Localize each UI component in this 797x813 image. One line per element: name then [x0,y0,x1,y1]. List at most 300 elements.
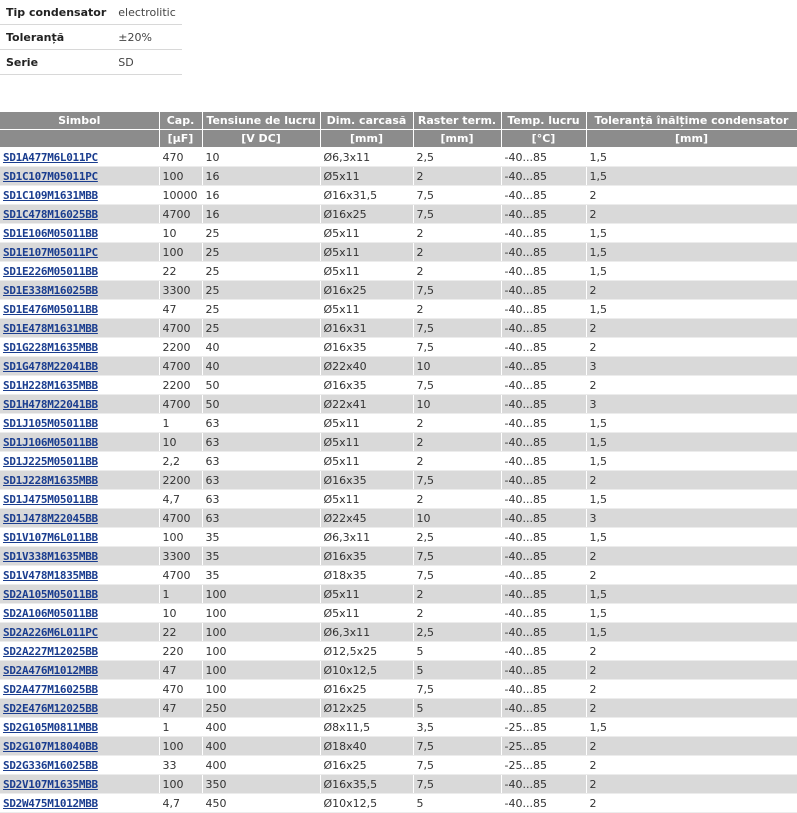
table-row [0,262,797,281]
cell-symbol [0,661,159,680]
table-cell: 35 [202,566,320,585]
column-header: Raster term. [413,112,501,130]
product-link[interactable]: SD1V338M1635MBB [3,549,98,563]
cell-symbol [0,319,159,338]
table-cell: 400 [202,756,320,775]
table-cell: -40...85 [501,623,586,642]
cell-symbol [0,718,159,737]
property-value: electrolitic [112,0,182,25]
table-cell: 2 [586,642,797,661]
table-cell: -40...85 [501,414,586,433]
table-cell: 100 [202,585,320,604]
table-cell: Ø5x11 [320,604,413,623]
product-table [0,112,797,813]
product-link[interactable]: SD2V107M1635MBB [3,777,98,791]
table-row [0,224,797,243]
table-cell: 2 [586,281,797,300]
table-cell: 63 [202,452,320,471]
table-cell: 10 [413,357,501,376]
product-link[interactable]: SD1E107M05011PC [3,245,98,259]
table-cell: Ø5x11 [320,452,413,471]
table-cell: 2 [586,794,797,813]
table-cell: 5 [413,699,501,718]
table-cell: 2 [413,167,501,186]
table-cell: 63 [202,471,320,490]
table-cell: 2 [413,262,501,281]
table-cell: 2 [413,585,501,604]
table-row [0,756,797,775]
table-row [0,737,797,756]
table-cell: 35 [202,547,320,566]
table-cell: Ø5x11 [320,414,413,433]
product-link[interactable]: SD2A477M16025BB [3,682,98,696]
product-link[interactable]: SD1J478M22045BB [3,511,98,525]
cell-symbol [0,547,159,566]
table-cell: 1,5 [586,528,797,547]
table-cell: Ø6,3x11 [320,623,413,642]
table-cell: 2 [586,205,797,224]
table-cell: 10 [413,395,501,414]
table-cell: Ø5x11 [320,262,413,281]
table-cell: 1 [159,585,202,604]
table-row [0,604,797,623]
table-cell: 470 [159,680,202,699]
table-cell: Ø12x25 [320,699,413,718]
product-link[interactable]: SD1E106M05011BB [3,226,98,240]
table-cell: -40...85 [501,661,586,680]
table-cell: 100 [202,661,320,680]
table-cell: 2 [586,471,797,490]
table-cell: Ø5x11 [320,300,413,319]
column-unit [0,130,159,148]
product-link[interactable]: SD2A476M1012MBB [3,663,98,677]
table-cell: 4700 [159,509,202,528]
table-cell: 1,5 [586,452,797,471]
table-cell: 2 [413,433,501,452]
table-cell: Ø16x25 [320,281,413,300]
table-cell: 25 [202,281,320,300]
table-cell: 4700 [159,357,202,376]
table-cell: 3,5 [413,718,501,737]
table-cell: 3300 [159,281,202,300]
table-cell: Ø22x41 [320,395,413,414]
table-cell: 450 [202,794,320,813]
table-cell: 7,5 [413,338,501,357]
table-cell: -40...85 [501,585,586,604]
cell-symbol [0,167,159,186]
table-cell: 1,5 [586,300,797,319]
table-cell: 100 [159,167,202,186]
table-cell: -40...85 [501,262,586,281]
table-row [0,452,797,471]
table-cell: 1,5 [586,604,797,623]
table-row [0,243,797,262]
product-link[interactable]: SD1J106M05011BB [3,435,98,449]
column-header: Dim. carcasă [320,112,413,130]
table-cell: 3 [586,509,797,528]
table-cell: 25 [202,243,320,262]
cell-symbol [0,414,159,433]
table-cell: 4700 [159,395,202,414]
table-cell: 2200 [159,338,202,357]
table-cell: Ø18x40 [320,737,413,756]
product-link[interactable]: SD1E478M1631MBB [3,321,98,335]
table-row [0,794,797,813]
table-row [0,433,797,452]
table-cell: 25 [202,262,320,281]
table-cell: 1,5 [586,414,797,433]
cell-symbol [0,338,159,357]
table-cell: 2 [413,604,501,623]
table-cell: -40...85 [501,338,586,357]
table-cell: 40 [202,338,320,357]
table-cell: Ø5x11 [320,224,413,243]
cell-symbol [0,148,159,167]
product-link[interactable]: SD1V478M1835MBB [3,568,98,582]
product-link[interactable]: SD2A105M05011BB [3,587,98,601]
cell-symbol [0,205,159,224]
product-link[interactable]: SD1J475M05011BB [3,492,98,506]
cell-symbol [0,775,159,794]
table-cell: 16 [202,205,320,224]
table-cell: Ø5x11 [320,490,413,509]
table-cell: -40...85 [501,775,586,794]
table-cell: 100 [202,623,320,642]
property-label: Tip condensator [0,0,112,25]
product-link[interactable]: SD1C478M16025BB [3,207,98,221]
table-cell: 100 [202,642,320,661]
table-cell: -40...85 [501,319,586,338]
table-cell: 47 [159,699,202,718]
property-label: Toleranță [0,25,112,50]
table-cell: 2,5 [413,148,501,167]
table-cell: -40...85 [501,205,586,224]
table-row [0,186,797,205]
product-link[interactable]: SD2E476M12025BB [3,701,98,715]
table-cell: Ø16x25 [320,205,413,224]
cell-symbol [0,433,159,452]
table-cell: 1,5 [586,224,797,243]
table-cell: 4700 [159,205,202,224]
table-cell: -40...85 [501,471,586,490]
product-link[interactable]: SD1C109M1631MBB [3,188,98,202]
table-cell: 10 [159,604,202,623]
property-row [0,25,182,50]
table-cell: -25...85 [501,718,586,737]
table-cell: 7,5 [413,547,501,566]
table-cell: 7,5 [413,205,501,224]
cell-symbol [0,794,159,813]
table-cell: 7,5 [413,186,501,205]
table-cell: 2 [586,186,797,205]
product-link[interactable]: SD2W475M1012MBB [3,796,98,810]
table-cell: Ø16x35 [320,376,413,395]
table-cell: 3 [586,395,797,414]
column-header: Temp. lucru [501,112,586,130]
table-cell: 100 [159,737,202,756]
table-cell: 2 [413,224,501,243]
cell-symbol [0,642,159,661]
column-unit: [mm] [413,130,501,148]
table-row [0,547,797,566]
table-cell: 100 [159,243,202,262]
column-unit: [V DC] [202,130,320,148]
table-cell: Ø16x35,5 [320,775,413,794]
table-cell: -25...85 [501,756,586,775]
table-cell: 1,5 [586,243,797,262]
product-link[interactable]: SD1G478M22041BB [3,359,98,373]
product-link[interactable]: SD1V107M6L011BB [3,530,98,544]
units-row [0,130,797,148]
cell-symbol [0,756,159,775]
cell-symbol [0,528,159,547]
table-cell: -40...85 [501,281,586,300]
table-cell: -40...85 [501,490,586,509]
table-cell: 25 [202,224,320,243]
cell-symbol [0,585,159,604]
table-row [0,376,797,395]
cell-symbol [0,604,159,623]
table-cell: Ø18x35 [320,566,413,585]
table-cell: Ø22x45 [320,509,413,528]
cell-symbol [0,623,159,642]
table-cell: 2,2 [159,452,202,471]
table-cell: 350 [202,775,320,794]
table-row [0,167,797,186]
property-row [0,0,182,25]
table-row [0,718,797,737]
table-row [0,395,797,414]
column-header: Tensiune de lucru [202,112,320,130]
product-link[interactable]: SD2G336M16025BB [3,758,98,772]
table-row [0,680,797,699]
table-cell: 22 [159,262,202,281]
table-cell: 10 [202,148,320,167]
table-cell: -40...85 [501,186,586,205]
product-link[interactable]: SD2G107M18040BB [3,739,98,753]
table-row [0,338,797,357]
table-cell: 7,5 [413,566,501,585]
table-cell: 2 [586,547,797,566]
table-cell: 4,7 [159,490,202,509]
table-cell: 2 [586,376,797,395]
table-cell: -40...85 [501,566,586,585]
table-cell: 2 [586,699,797,718]
table-cell: -40...85 [501,794,586,813]
table-cell: -40...85 [501,224,586,243]
product-link[interactable]: SD1J225M05011BB [3,454,98,468]
product-link[interactable]: SD2A227M12025BB [3,644,98,658]
table-cell: 2 [586,338,797,357]
table-cell: 33 [159,756,202,775]
table-row [0,319,797,338]
table-cell: -40...85 [501,243,586,262]
cell-symbol [0,376,159,395]
table-cell: 7,5 [413,756,501,775]
cell-symbol [0,737,159,756]
header-row [0,112,797,130]
table-cell: 1,5 [586,585,797,604]
table-cell: 2 [586,680,797,699]
property-value: ±20% [112,25,182,50]
table-cell: 1,5 [586,167,797,186]
product-link[interactable]: SD1E226M05011BB [3,264,98,278]
table-cell: 7,5 [413,319,501,338]
product-link[interactable]: SD1H478M22041BB [3,397,98,411]
product-link[interactable]: SD1J105M05011BB [3,416,98,430]
table-cell: 63 [202,490,320,509]
table-cell: Ø8x11,5 [320,718,413,737]
table-cell: 2,5 [413,623,501,642]
table-cell: -40...85 [501,680,586,699]
table-row [0,414,797,433]
column-unit: [°C] [501,130,586,148]
column-header: Cap. [159,112,202,130]
table-cell: 47 [159,300,202,319]
table-cell: 16 [202,186,320,205]
table-cell: Ø10x12,5 [320,661,413,680]
table-cell: 25 [202,319,320,338]
table-cell: 2,5 [413,528,501,547]
product-link[interactable]: SD1E476M05011BB [3,302,98,316]
table-row [0,509,797,528]
cell-symbol [0,224,159,243]
column-header: Toleranță înălțime condensator [586,112,797,130]
table-cell: 2200 [159,376,202,395]
table-cell: 5 [413,794,501,813]
product-link[interactable]: SD2A106M05011BB [3,606,98,620]
product-link[interactable]: SD1E338M16025BB [3,283,98,297]
table-cell: Ø12,5x25 [320,642,413,661]
table-cell: 50 [202,395,320,414]
table-cell: -40...85 [501,395,586,414]
table-cell: 2 [413,452,501,471]
table-cell: -40...85 [501,167,586,186]
table-cell: Ø16x35 [320,547,413,566]
table-cell: -40...85 [501,452,586,471]
table-cell: 35 [202,528,320,547]
product-link[interactable]: SD1C107M05011PC [3,169,98,183]
cell-symbol [0,357,159,376]
table-cell: 2200 [159,471,202,490]
table-cell: 63 [202,414,320,433]
product-link[interactable]: SD1A477M6L011PC [3,150,98,164]
table-cell: 4700 [159,566,202,585]
table-cell: 2 [586,756,797,775]
cell-symbol [0,281,159,300]
table-cell: -40...85 [501,376,586,395]
table-cell: Ø22x40 [320,357,413,376]
table-cell: -40...85 [501,509,586,528]
table-cell: 5 [413,642,501,661]
table-cell: 1,5 [586,623,797,642]
table-cell: -40...85 [501,433,586,452]
table-cell: -40...85 [501,604,586,623]
cell-symbol [0,699,159,718]
table-cell: 3300 [159,547,202,566]
table-cell: 1,5 [586,718,797,737]
cell-symbol [0,490,159,509]
table-cell: Ø16x31,5 [320,186,413,205]
table-cell: Ø10x12,5 [320,794,413,813]
table-cell: 100 [159,775,202,794]
table-cell: 47 [159,661,202,680]
product-link[interactable]: SD2G105M0811MBB [3,720,98,734]
table-cell: 1,5 [586,262,797,281]
table-row [0,623,797,642]
table-cell: 3 [586,357,797,376]
cell-symbol [0,300,159,319]
table-cell: 2 [586,737,797,756]
table-cell: Ø5x11 [320,167,413,186]
product-link[interactable]: SD1H228M1635MBB [3,378,98,392]
table-cell: -40...85 [501,547,586,566]
table-cell: Ø5x11 [320,243,413,262]
cell-symbol [0,452,159,471]
property-row [0,50,182,75]
product-link[interactable]: SD2A226M6L011PC [3,625,98,639]
table-cell: -40...85 [501,642,586,661]
column-header: Simbol [0,112,159,130]
table-cell: 2 [413,300,501,319]
column-unit: [mm] [320,130,413,148]
table-cell: -40...85 [501,357,586,376]
table-cell: -40...85 [501,699,586,718]
table-cell: 7,5 [413,281,501,300]
table-row [0,775,797,794]
table-cell: 400 [202,737,320,756]
table-cell: Ø6,3x11 [320,528,413,547]
cell-symbol [0,395,159,414]
table-row [0,661,797,680]
table-cell: 400 [202,718,320,737]
table-cell: 2 [413,414,501,433]
table-row [0,699,797,718]
column-unit: [µF] [159,130,202,148]
table-row [0,205,797,224]
table-cell: 10 [159,433,202,452]
table-cell: 10000 [159,186,202,205]
table-cell: 5 [413,661,501,680]
table-cell: 220 [159,642,202,661]
table-cell: Ø16x35 [320,338,413,357]
table-row [0,566,797,585]
table-cell: 63 [202,433,320,452]
table-cell: 4700 [159,319,202,338]
cell-symbol [0,509,159,528]
product-link[interactable]: SD1G228M1635MBB [3,340,98,354]
table-cell: 63 [202,509,320,528]
table-cell: 10 [413,509,501,528]
table-row [0,148,797,167]
table-cell: Ø16x25 [320,756,413,775]
properties-table [0,0,182,75]
table-cell: 50 [202,376,320,395]
cell-symbol [0,262,159,281]
product-link[interactable]: SD1J228M1635MBB [3,473,98,487]
cell-symbol [0,680,159,699]
table-cell: 1,5 [586,148,797,167]
table-cell: Ø5x11 [320,585,413,604]
table-cell: 2 [586,775,797,794]
table-row [0,281,797,300]
table-cell: -40...85 [501,300,586,319]
table-cell: 2 [413,243,501,262]
table-cell: Ø16x25 [320,680,413,699]
table-cell: 1,5 [586,433,797,452]
table-cell: 100 [202,604,320,623]
table-row [0,471,797,490]
